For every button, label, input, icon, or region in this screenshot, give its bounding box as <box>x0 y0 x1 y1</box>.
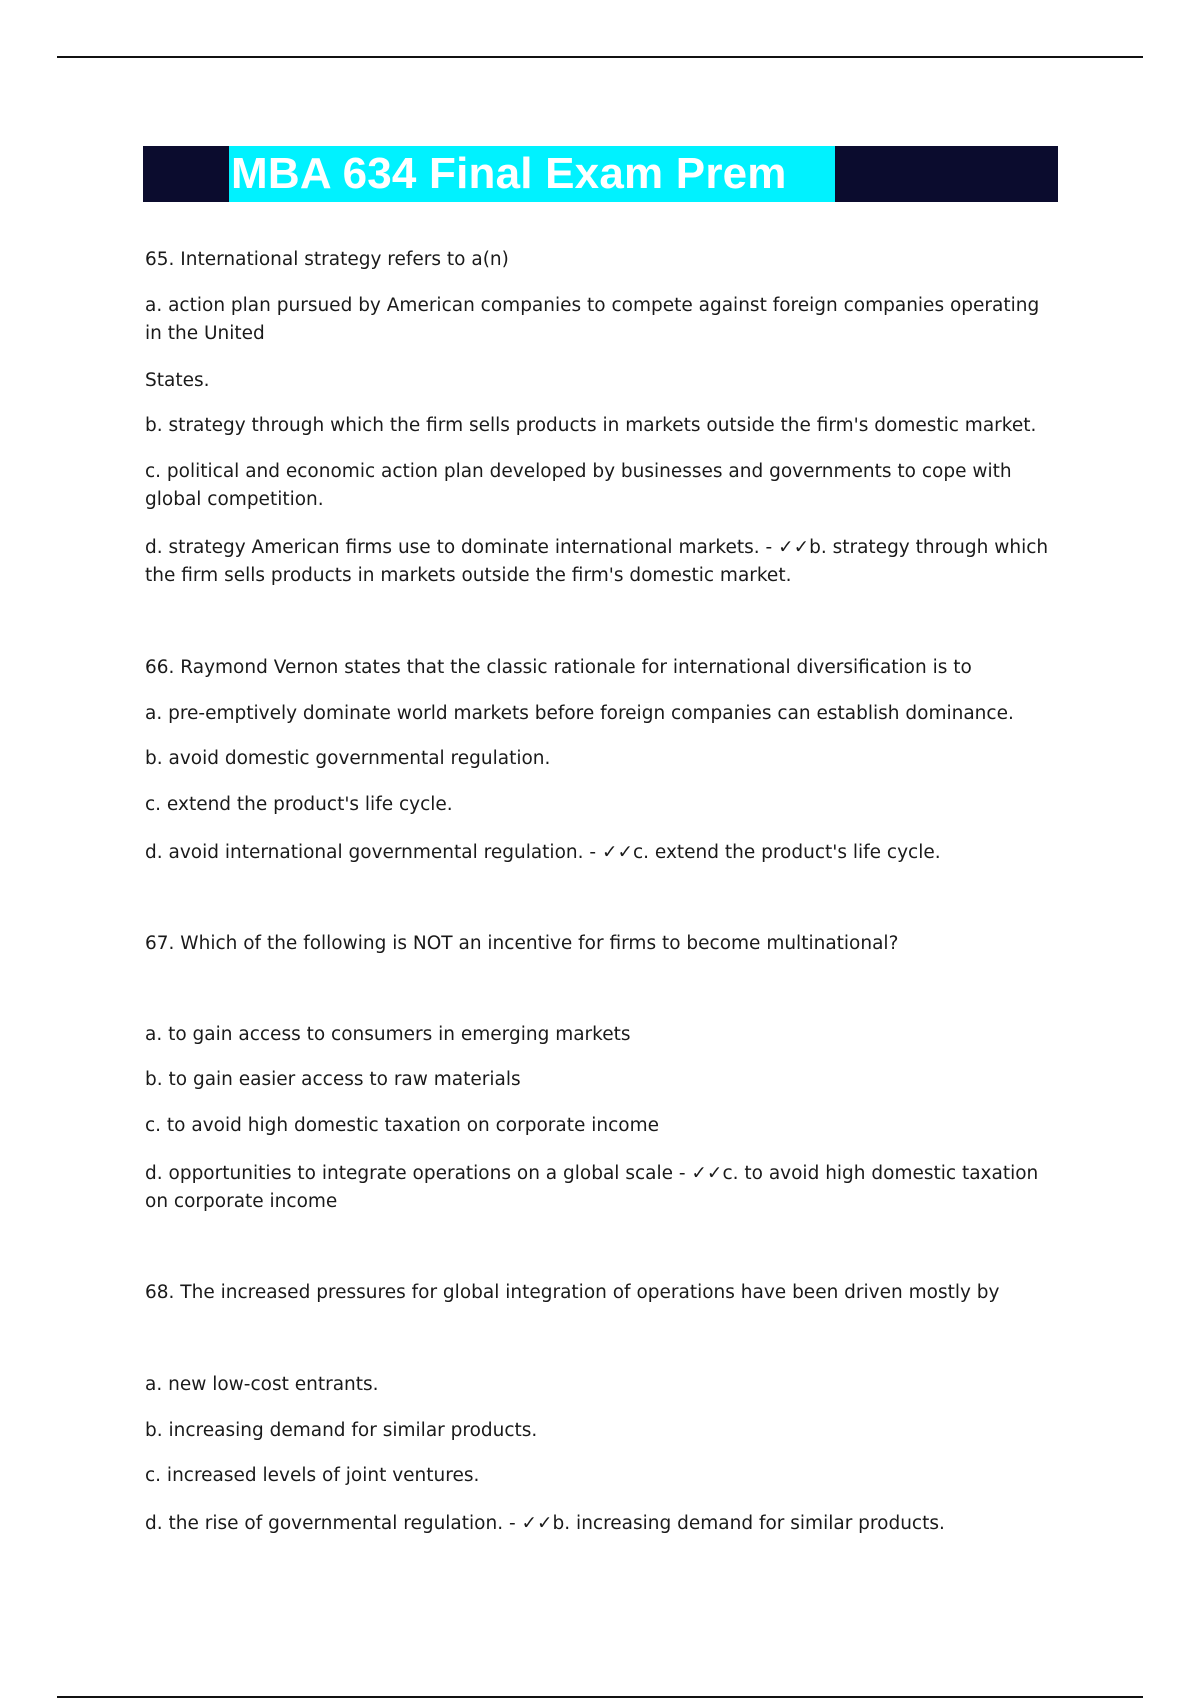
question-65-option-b: b. strategy through which the firm sells products in markets outside the firm's domestic market. <box>145 415 1037 436</box>
question-65-option-c: c. political and economic action plan developed by businesses and governments to cope with global competition. <box>145 461 1012 510</box>
question-68-option-d: d. the rise of governmental regulation. - <box>145 1513 522 1534</box>
question-66-prompt: 66. Raymond Vernon states that the classic rationale for international diversification is to <box>145 657 972 678</box>
question-68-option-b: b. increasing demand for similar products. <box>145 1420 538 1441</box>
question-67-option-a: a. to gain access to consumers in emerging markets <box>145 1024 631 1045</box>
question-65-option-d: d. strategy American firms use to dominate international markets. - <box>145 537 779 558</box>
title-banner <box>143 146 1058 202</box>
bottom-rule <box>57 1696 1143 1698</box>
question-68-prompt: 68. The increased pressures for global integration of operations have been driven mostly by <box>145 1282 1000 1303</box>
checkmark-icon: ✓✓ <box>778 537 810 558</box>
question-66-option-a: a. pre-emptively dominate world markets before foreign companies can establish dominance. <box>145 703 1014 724</box>
question-68-option-a: a. new low-cost entrants. <box>145 1374 379 1395</box>
question-68-answer: b. increasing demand for similar products. <box>552 1513 945 1534</box>
top-rule <box>57 56 1143 58</box>
question-66-option-c: c. extend the product's life cycle. <box>145 794 453 815</box>
question-67-option-c: c. to avoid high domestic taxation on corporate income <box>145 1115 660 1136</box>
question-67-prompt: 67. Which of the following is NOT an incentive for firms to become multinational? <box>145 933 899 954</box>
question-67-option-b: b. to gain easier access to raw materials <box>145 1069 521 1090</box>
question-65-option-a-continued: States. <box>145 370 210 391</box>
question-68-option-d-with-answer <box>145 1510 1060 1538</box>
question-65-option-a: a. action plan pursued by American companies to compete against foreign companies operating in the United <box>145 295 1040 344</box>
checkmark-icon: ✓✓ <box>601 842 633 863</box>
question-65-answer: b. strategy through which the firm sells products in markets outside the firm's domestic market. <box>145 537 1049 586</box>
checkmark-icon: ✓✓ <box>521 1513 553 1534</box>
checkmark-icon: ✓✓ <box>691 1163 723 1184</box>
question-67-option-d: d. opportunities to integrate operations on a global scale - <box>145 1163 692 1184</box>
document-title: MBA 634 Final Exam Prem <box>229 146 835 202</box>
question-66-option-d: d. avoid international governmental regulation. - <box>145 842 602 863</box>
question-66-option-b: b. avoid domestic governmental regulation. <box>145 748 551 769</box>
question-67-answer: c. to avoid high domestic taxation on corporate income <box>145 1163 1039 1212</box>
question-67-option-d-with-answer <box>145 1160 1060 1216</box>
question-65-option-d-with-answer <box>145 534 1060 590</box>
question-66-option-d-with-answer <box>145 839 1060 867</box>
question-65-prompt: 65. International strategy refers to a(n) <box>145 249 509 270</box>
question-66-answer: c. extend the product's life cycle. <box>632 842 941 863</box>
question-68-option-c: c. increased levels of joint ventures. <box>145 1465 480 1486</box>
